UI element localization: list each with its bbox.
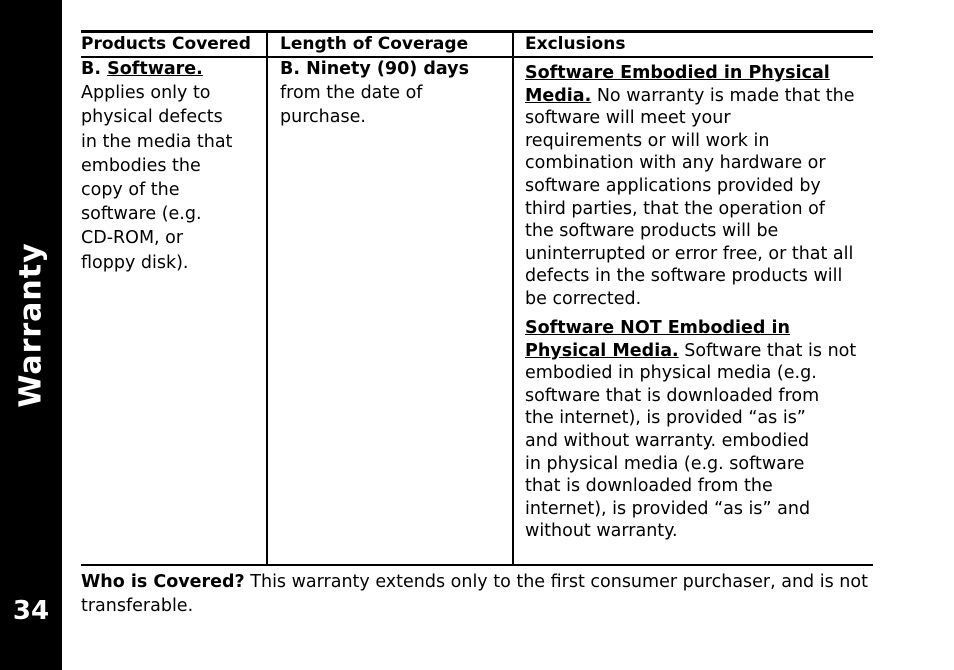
exclusion-line: software that is downloaded from (525, 385, 820, 406)
products-line: CD-ROM, or (81, 228, 184, 249)
column-divider-1 (266, 33, 268, 564)
exclusion-line: uninterrupted or error free, or that all (525, 243, 854, 264)
exclusion-text: No warranty is made that the (591, 85, 855, 106)
exclusion-line: combination with any hardware or (525, 153, 826, 174)
table-bottom-rule (81, 564, 873, 566)
exclusion-heading: Software NOT Embodied in (525, 318, 790, 338)
section-title: Warranty (13, 242, 49, 408)
exclusion-line: and without warranty. embodied (525, 430, 810, 451)
exclusion-line: that is downloaded from the (525, 476, 773, 497)
products-line: embodies the (81, 155, 201, 176)
exclusions-physical-paragraph (525, 62, 873, 311)
length-title: B. Ninety (90) days (280, 59, 469, 79)
products-cell (81, 57, 261, 275)
exclusion-line: internet), is provided “as is” and (525, 498, 811, 519)
length-cell (280, 57, 506, 130)
exclusion-line: be corrected. (525, 288, 642, 309)
exclusions-not-physical-paragraph (525, 317, 873, 543)
exclusion-line: third parties, that the operation of (525, 198, 825, 219)
exclusion-line: the internet), is provided “as is” (525, 408, 806, 429)
exclusion-heading: Physical Media. (525, 340, 679, 361)
column-divider-2 (512, 33, 514, 564)
who-is-covered-label: Who is Covered? (81, 572, 245, 592)
products-title: Software. (107, 59, 203, 79)
exclusion-heading: Media. (525, 85, 592, 106)
products-line: in the media that (81, 131, 233, 152)
products-line: physical defects (81, 107, 223, 128)
exclusion-text: Software that is not (678, 340, 857, 361)
exclusion-line: embodied in physical media (e.g. (525, 363, 817, 384)
exclusion-line: software applications provided by (525, 175, 821, 196)
products-prefix: B. (81, 59, 108, 79)
who-is-covered-paragraph (81, 570, 876, 618)
exclusion-line: without warranty. (525, 521, 678, 542)
who-is-covered-text: This warranty extends only to the first consumer purchaser, and is not transferable. (81, 572, 868, 616)
exclusion-line: defects in the software products will (525, 266, 843, 287)
header-exclusions: Exclusions (525, 34, 626, 54)
header-length-of-coverage: Length of Coverage (280, 34, 469, 54)
exclusion-line: in physical media (e.g. software (525, 453, 805, 474)
length-line: purchase. (280, 107, 366, 128)
page-number: 34 (12, 596, 50, 626)
exclusion-line: the software products will be (525, 221, 779, 242)
products-line: copy of the (81, 180, 180, 201)
products-line: Applies only to (81, 83, 211, 104)
products-line: floppy disk). (81, 252, 189, 273)
length-line: from the date of (280, 83, 423, 104)
sidebar (0, 0, 62, 670)
exclusion-line: requirements or will work in (525, 130, 770, 151)
products-line: software (e.g. (81, 204, 202, 225)
exclusion-line: software will meet your (525, 108, 731, 129)
exclusion-heading: Software Embodied in Physical (525, 63, 830, 83)
header-products-covered: Products Covered (81, 34, 251, 54)
